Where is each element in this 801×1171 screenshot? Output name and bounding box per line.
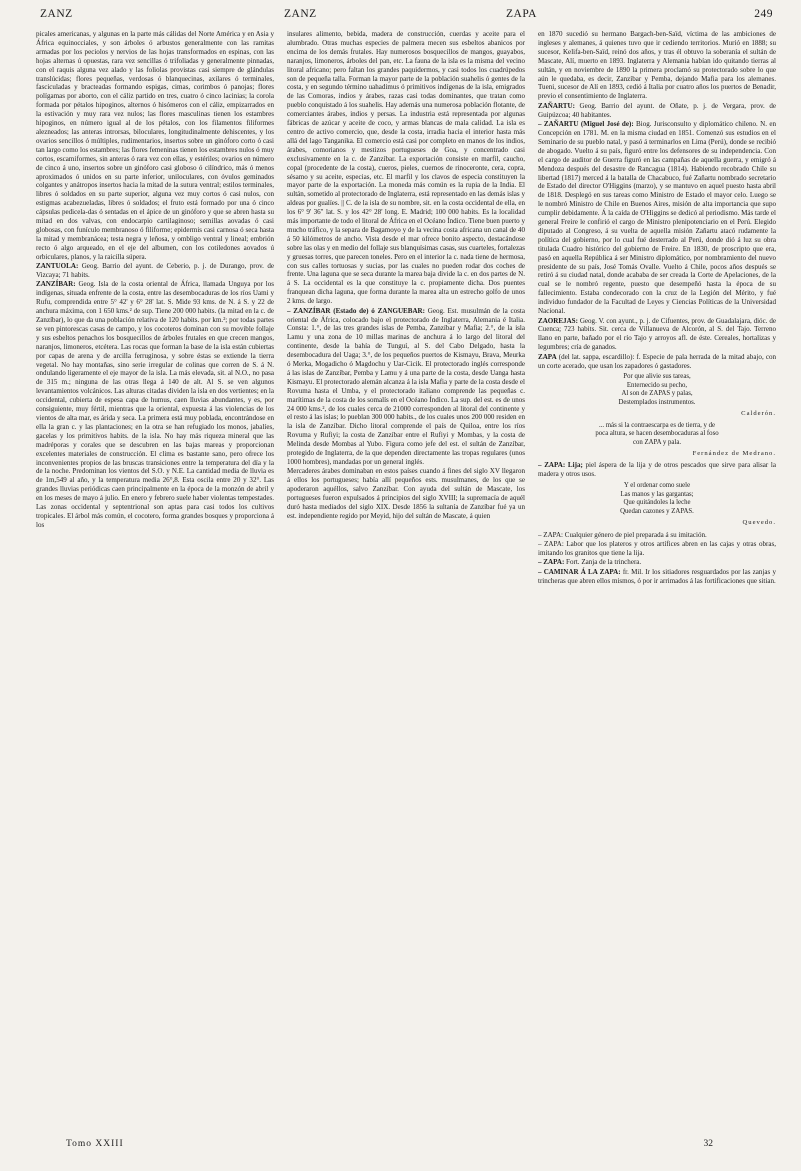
entry-text: Biog. Jurisconsulto y diplomático chileno. N. en Concepción en 1781. M. en la misma ciudad en 1851. Comenzó sus estudios en el Seminario de su pueblo natal, y pasó á terminarlos en Lima (Perú), donde se recibió de abogado. Vuelto á su país, figuró entre los defensores de su independencia. Con el cargo de auditor de Guerra figuró en las campañas de aquella guerra, y emigró á Mendoza después del desastre de Rancagua (1814). Habiendo recobrado Chile su libertad (1817) merced á la batalla de Chacabuco, fué Zañartu nombrado secretario de Estado del director O'Higgins (marzo), y se mantuvo en aquel puesto hasta abril de 1818. Desplegó en sus tareas como Ministro de Estado el mayor celo. Luego se le nombró Ministro de Chile en Buenos Aires, misión de alta importancia que supo cumplir debidamente. Á la caída de O'Higgins se dedicó al periodismo. Más tarde el general Freire le confirió el cargo de Ministro plenipotenciario en el Perú. Elegido diputado al Congreso, á su vuelta de aquella misión Zañartu atacó rudamente la política del gobierno, por lo cual fué desterrado al Perú, donde dió á luz su obra titulada Cuadro histórico del gobierno de Freire. En 1830, de proscripto que era, pasó en aquella República á ser Ministro diplomático, por nombramiento del nuevo presidente de su país, José Tomás Ovalle. Vuelto á Chile, pocos años después se retiró á su ciudad natal, donde acababa de ser creada la Corte de Apelaciones, de la cual se le nombró regente, puesto que desempeñó hasta la época de su fallecimiento. Estaba condecorado con la cruz de la Legión del Mérito, y fué individuo fundador de la Facultad de Leyes y Ciencias Políticas de la Universidad Nacional. <box>538 120 776 316</box>
entry <box>36 262 274 280</box>
running-head-left: ZANZ <box>40 8 73 20</box>
entry-headword: – ZAPA: <box>538 558 565 567</box>
entry <box>538 102 776 120</box>
entry-headword: – ZANZÍBAR (Estado de) ó ZANGUEBAR: <box>287 306 425 315</box>
entry-text: Mercaderes árabes dominaban en estos países cuando á fines del siglo XV llegaron á ellos los portugueses; había allí pequeños ests. musulmanes, de los que se apoderaron aquéllos, salvo Zanzíbar. Con ayuda del sultán de Mascate, los portugueses fueron expulsados á principios del siglo XVIII; la supremacía de aquél duró hasta mediados del siglo XIX. Desde 1856 la sultanía de Zanzíbar fué ya un est. independiente regido por Meyid, hijo del sultán de Mascate, á quien <box>287 467 525 520</box>
verse-quote: Por que alivie sus tareas, Enternecido su pecho, Al son de ZAPAS y palas, Destemplados instrumentos. <box>618 373 696 406</box>
page-number: 249 <box>754 8 773 20</box>
entry <box>538 461 776 479</box>
entry-text: Geog. Est. musulmán de la costa oriental de África, colocado bajo el protectorado de Inglaterra, Alemania é Italia. Consta: 1.°, de las tres grandes islas de Pemba, Zanzíbar y Mafia; 2.°, de la isla Lamu y una zona de 10 millas marinas de anchura á lo largo del litoral del continente, desde la bahía de Tunguí, al S. del Cabo Delgado, hasta la desembocadura del Uaga; 3.°, de los pequeños puertos de Kismayu, Brava, Meurka ó Merka, Mogadicho ó Magdochu y Uar-Cicik. El protectorado inglés corresponde á las islas de Zanzíbar, Pemba y Lamu y á una parte de la costa, desde Uanga hasta Kismayu. El protectorado alemán alcanza á la isla Mafia y parte de la costa desde el Rovuma hasta el Umba, y el protectorado italiano comprende las pequeñas c. marítimas de la costa de los somalís en el Océano Índico. La sup. del est. es de unos 24 000 kms.², de los cuales cerca de 21000 corresponden al litoral del continente y el resto á las islas; lo pueblan 300 000 habits., de los cuales unos 200 000 residen en la isla de Zanzíbar. Dicho litoral comprende el país de Quiloa, entre los ríos Rovuma y Rufiyi; la costa de Zanzíbar entre el Rufiyi y Mombas, y la costa de Melinda desde Mombas al Yubo. Figura como jefe del est. el sultán de Zanzíbar, protegido de Inglaterra, de la que dependen directamente las tropas regulares (unos 1000 hombres), mandadas por un general inglés. <box>287 306 525 466</box>
entry-text: fr. Mil. Ir los sitiadores resguardados por las zanjas y trincheras que abren ellos mismos, ó por ir arrimados á las fortificaciones que sitian. <box>538 567 776 585</box>
entry <box>538 353 776 371</box>
verse-quote: Y el ordenar como suele Las manos y las gargantas; Que quitándoles la leche Quedan cazones y ZAPAS. <box>620 482 694 515</box>
quote-author: Calderón. <box>741 410 776 418</box>
entry-text: en 1870 sucedió su hermano Bargach-ben-Saïd, víctima de las ambiciones de ingleses y alemanes, á quienes tuvo que ir cediendo territorios. Murió en 1888; su sucesor, Kelifa-ben-Saïd, reinó dos años, y tras él obtuvo la soberanía el sultán de Mascate, Alí, muerto en 1893. Inglaterra y Alemania habían ido quitando tierras al sultán, y en noviembre de 1890 la primera proclamó su protectorado sobre lo que aún le quedaba, es decir, Zanzíbar y Pemba, dejando Mafia para los alemanes. Tueni, sucesor de Alí en 1893, cedió á Italia por cuatro años los puertos de Benadir, previo el consentimiento de Inglaterra. <box>538 30 776 101</box>
entry-text: – ZAPA: Cualquier género de piel preparada á su imitación. <box>538 530 707 539</box>
entry-headword: ZANTUOLA: <box>36 262 79 271</box>
volume-label: Tomo XXIII <box>66 1139 124 1149</box>
entry-headword: – ZAPA: Lija; <box>538 461 583 470</box>
entry <box>36 280 274 529</box>
entry-text: Geog. Barrio del ayunt. de Oñate, p. j. de Vergara, prov. de Guipúzcoa; 40 habitantes. <box>538 101 776 119</box>
entry-headword: ZANZÍBAR: <box>36 280 76 289</box>
entry-text: Fort. Zanja de la trinchera. <box>564 558 642 567</box>
entry-text: – ZAPA: Labor que los plateros y otros artífices abren en las cajas y otras obras, imitando los granitos que tiene la lija. <box>538 539 776 557</box>
column-1 <box>36 30 274 1140</box>
entry-headword: ZAPA <box>538 352 557 361</box>
text-columns <box>36 30 776 1140</box>
entry-text: piel áspera de la lija y de otros pescados que sirve para alisar la madera y otros usos. <box>538 461 776 479</box>
quote-author: Quevedo. <box>742 519 776 527</box>
column-2 <box>287 30 525 1140</box>
entry-text: Geog. V. con ayunt., p. j. de Cifuentes, prov. de Guadalajara, dióc. de Cuenca; 723 habits. Sit. cerca de Villanueva de Alcorón, al S. del Tajo. Terreno llano en parte, bañado por el río Tajo y arroyos afl. de éste. Cereales, hortalizas y legumbres; cría de ganados. <box>538 316 776 352</box>
quote-author: Fernández de Medrano. <box>692 450 776 458</box>
running-head-center: ZANZ <box>284 8 317 20</box>
entry-text: Geog. Isla de la costa oriental de África, llamada Unguya por los indígenas, situada enfrente de la costa, entre las desembocaduras de los ríos Uami y Rufu, comprendida entre 5° 42' y 6° 28' lat. S. Mide 93 kms. de N. á S. y 22 de anchura máxima, con 1 650 kms.² de sup. Tiene 200 000 habits. (la mitad en la c. de Zanzíbar), lo que da una población relativa de 120 habits. por km.²; por todas partes se ven pintorescas casas de campo, y los cocoteros dominan con su movible follaje y sus esbeltos penachos los bosquecillos de árboles frutales en que crecen mangos, naranjos, limoneros, etcétera. Las rocas que forman la base de la isla están cubiertas por capas de arena y de arcilla ferruginosa, y sobre éstas se extiende la tierra vegetal. No hay montañas, sino serie irregular de colinas que corren de S. á N. ondulando ligeramente el eje mayor de la isla. La más elevada, sit. al N.O., no pasa de 315 m.; ninguna de las otras llega á 140 de alt. Al S. se ven algunos levantamientos volcánicos. Las alturas citadas dividen la isla en dos vertientes; en la occidental, cubierta de espesa capa de humus, caen lluvias abundantes, y es, por consiguiente, muy fértil, mientras que la oriental, expuesta á las violencias de los vientos de alta mar, es árida y seca. La primera está muy poblada, encontrándose en ella la gran c. y las plantaciones; en la otra se han refugiado los monos, jabalíes, gacelas y los primitivos habits. de la isla. No hay más riqueza mineral que las madréporas y corales que se descubren en las bajas mareas y proporcionan excelentes materiales de construcción. El clima es bastante sano, pero ofrece los inconvenientes propios de las bruscas transiciones entre la temperatura del día y la de la noche. Predominan los vientos del S.O. y N.E. La cantidad media de lluvia es de 1m,549 al año, y la temperatura media 26°,8. Esta oscila entre 20 y 32°. Las grandes lluvias periódicas caen principalmente en la época de la monzón de abril y en los meses de mayo á julio. En enero y febrero suele haber violentas tempestades. Las zonas occidental y septentrional son aptas para casi todos los cultivos tropicales. El árbol más común, el cocotero, forma grandes bosques y proporciona á los <box>36 280 274 529</box>
entry-headword: – CAMINAR Á LA ZAPA: <box>538 567 621 576</box>
prose-quote: ... más si la contraescarpa es de tierra, y de poca altura, se hacen desembocaduras al foso con ZAPA y pala. <box>595 421 719 446</box>
running-head-right: ZAPA <box>506 8 537 20</box>
entry-headword: ZAOREJAS: <box>538 316 578 325</box>
entry <box>538 317 776 353</box>
entry-text: insulares alimento, bebida, madera de construcción, cuerdas y aceite para el alumbrado. Otras muchas especies de palmera mecen sus esbeltos abanicos por encima de los demás frutales. Hay numerosos bosquecillos de mangos, guayabos, naranjos, limoneros, árboles del pan, etc. La fauna de la isla es la misma del vecino litoral africano; pero faltan los grandes paquidermos, y casi todos los cuadrúpedos son de pequeña talla. Forman la mayor parte de la población suahelis ó gentes de la costa, y en segundo término uahadimus ó primitivos indígenas de la isla, emigrados de las Comoras, indios y árabes, razas casi todas dominantes, que tratan como pueblo conquistado á los suahelis. Hay además una numerosa población flotante, de comerciantes árabes, indios y persas. La industria está representada por algunas fábricas de azúcar y aceite de coco, y armas blancas de mala calidad. La isla es centro de activo comercio, que, desde la costa, irradia hacia el interior hasta más allá del lago Tanganika. El comercio está casi por completo en manos de los indios, árabes, comorianos y mestizos portugueses de Goa, y concentrado casi exclusivamente en la c. de Zanzíbar. La exportación consiste en marfil, caucho, copal (procedente de la costa), cueros, pieles, cuernos de rinoceronte, cera, copra, sésamo y su aceite, especias, etc. El marfil y los clavos de especia constituyen la mayor parte de la exportación. La moneda más común es la rupia de la India. El sultán, sometido al protectorado de Inglaterra, está representado en las demás islas y aldeas por gualíes. || C. de la isla de su nombre, sit. en la costa occidental de ella, en los 6° 9' 36" lat. S. y los 42° 28' long. E. Madrid; 100 000 habits. Es la localidad más importante de todo el litoral de África en el Océano Índico. Tiene buen puerto y mucho tráfico, y la separa de Bagamoyo y de la vecina costa africana un canal de 40 á 50 kilómetros de ancho. Vista desde el mar ofrece bonito aspecto, destacándose sobre las olas y en medio del follaje sus blanquísimas casas, sus cuarteles, fortalezas y gruesas torres, que parecen toneles. Pero en el interior la c. nada tiene de hermosa, con sus calles tortuosas y sucias, por las cuales no pueden rodar dos coches de frente. Una laguna que se seca durante la marea baja divide la c. en dos partes de N. á S. La occidental es la que constituye la c. propiamente dicha. Dos puentes franquean dicha laguna, que forma durante la marea alta un estrecho golfo de unos 2 kms. de largo. <box>287 30 525 306</box>
entry-text: (del lat. sappa, escardillo): f. Especie de pala herrada de la mitad abajo, con un corte acerado, que usan los zapadores ó gastadores. <box>538 352 776 370</box>
entry-headword: – ZAÑARTU (Miguel José de): <box>538 120 634 129</box>
signature-mark: 32 <box>703 1139 713 1149</box>
entry <box>287 307 525 467</box>
entry-text: Geog. Barrio del ayunt. de Ceberio, p. j. de Durango, prov. de Vizcaya; 71 habits. <box>36 262 274 279</box>
entry <box>538 568 776 586</box>
page-header <box>36 8 773 24</box>
entry-text: picales americanas, y algunas en la parte más cálidas del Norte América y en Asia y África equinocciales, y son árboles ó arbustos generalmente con las ramitas armadas por los peciolos y nervios de las hojas transformados en espinas, con las hojas alternas ú opuestas, rara vez sencillas ó trifoliadas y generalmente pinnadas, con el raquis alguna vez alado y las foliolas provistas casi siempre de glándulas translúcidas; flores pequeñas, verdosas ó blanquecinas, axilares ó terminales, fasciculadas y bracteadas formando espigas, cimas, corimbos ó panojas; flores polígamas por aborto, con el cáliz partido en tres, cuatro ó cinco lacinias; la corola formada por pétalos hipoginos, alternos ó hisómeros con el cáliz, empizarrados en la estivación y muy rara vez nulos; las flores masculinas tienen los estambres hipoginos, en número igual al de los pétalos, con los filamentos filiformes alezneados; las anteras introrsas, biloculares, longitudinalmente dehiscentes, y los ovarios sencillos ó múltiples, rudimentarios, insertos sobre un ginóforo corto ó casi tan largo como los estambres; las flores femeninas tienen los estambres nulos ó muy cortos, escamiformes, sin anteras ó rara vez con ellas, y estériles; ovarios en número de cinco á uno, insertos sobre un ginóforo casi globoso ó cilíndrico, más ó menos aproximados ó unidos en su parte inferior, uniloculares, con óvulos geminados colgantes y anátropos insertos hacia la mitad de la sutura ventral; estilos terminales, libres ó soldados en su parte superior, alguna vez muy cortos ó casi nulos, con estigmas acabezueladas, libres ó soldados; el fruto está formado por una ó cinco cápsulas pedicela-das ó sentadas en el ápice de un ginóforo y que se abren hasta su mitad en dos valvas, con endocarpio cartilaginoso; semillas aovadas ó casi globosas, con funículo membranoso ó filiforme; epidermis casi carnosa ó seca hasta la mitad y membranácea; testa negra y leñosa, y ombligo ventral y lineal; embrión recto ó algo arqueado, en el eje del albumen, con los cotiledones aovados ú orbiculares, planos, y la raicilla súpera. <box>36 30 274 261</box>
entry <box>538 120 776 316</box>
page-footer <box>36 1139 773 1151</box>
column-3 <box>538 30 776 1140</box>
entry <box>538 558 776 567</box>
entry-headword: ZAÑARTU: <box>538 101 575 110</box>
